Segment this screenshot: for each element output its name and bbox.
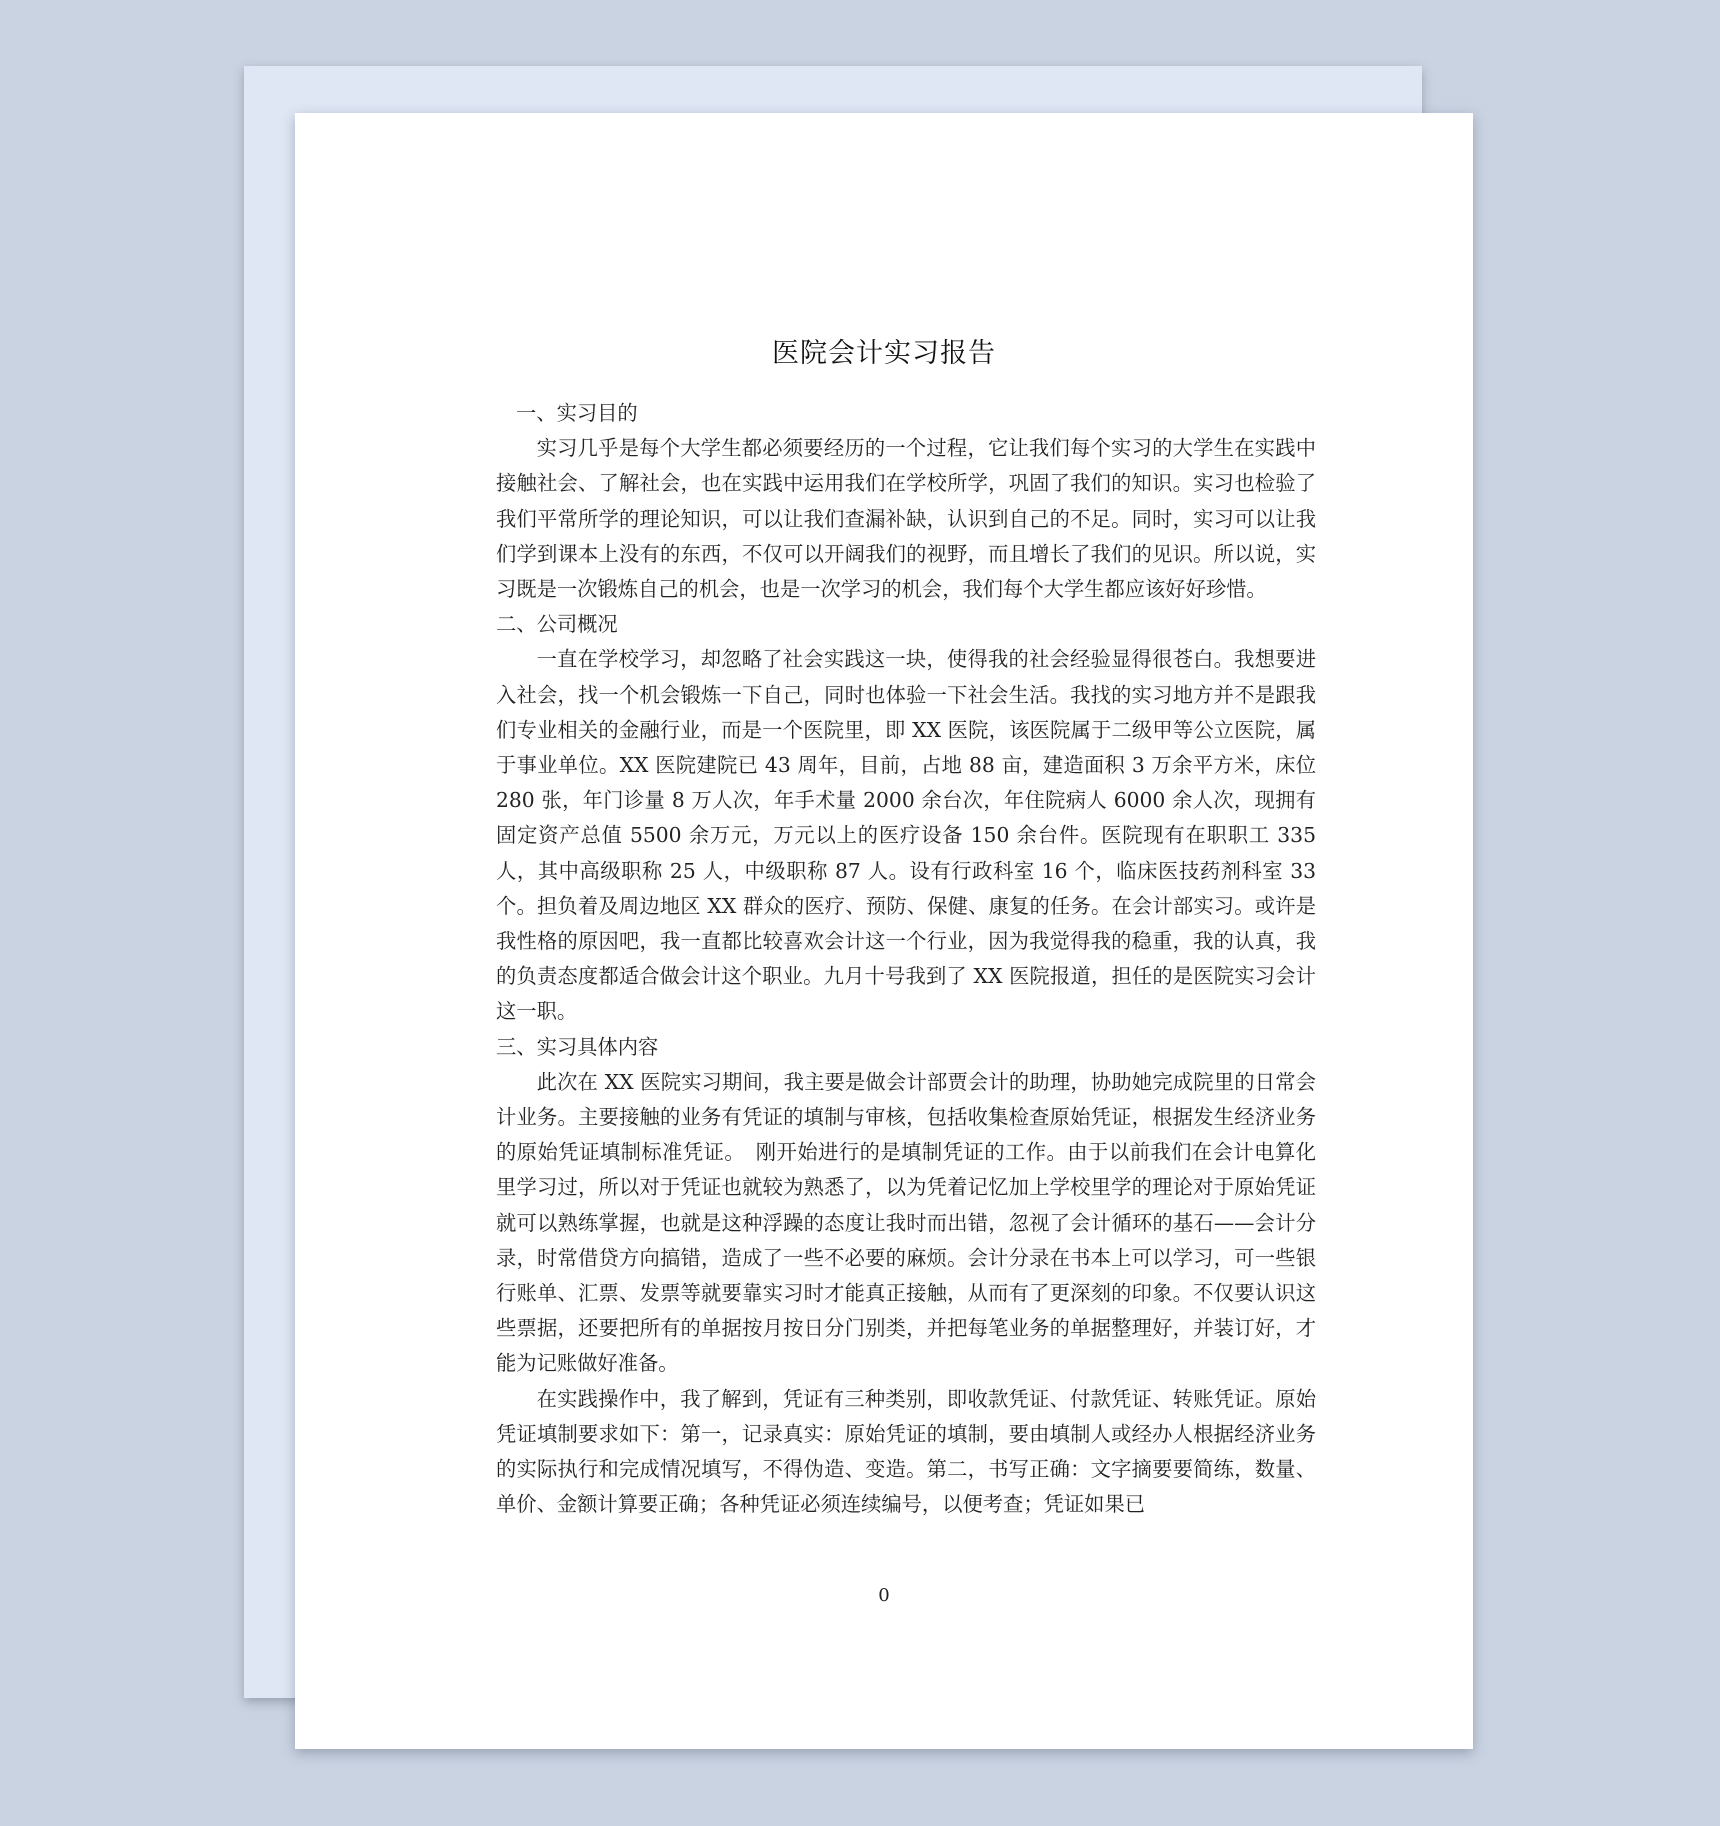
document-body xyxy=(496,396,1316,1523)
section-heading-internship-content: 三、实习具体内容 xyxy=(496,1034,659,1059)
page-number: 0 xyxy=(878,1585,890,1606)
document-page xyxy=(295,113,1473,1749)
section-heading-purpose: 一、实习目的 xyxy=(516,401,638,425)
section-paragraph: 一直在学校学习，却忽略了社会实践这一块，使得我的社会经验显得很苍白。我想要进入社会，找一个机会锻炼一下自己，同时也体验一下社会生活。我找的实习地方并不是跟我们专业相关的金融行业，而是一个医院里，即 XX 医院，该医院属于二级甲等公立医院，属于事业单位。XX 医院建院已 43 周年，目前，占地 88 亩，建造面积 3 万余平方米，床位 280 张，年门诊量 8 万人次，年手术量 2000 余台次，年住院病人 6000 余人次，现拥有固定资产总值 5500 余万元，万元以上的医疗设备 150 余台件。医院现有在职职工 335 人，其中高级职称 25 人，中级职称 87 人。设有行政科室 16 个，临床医技药剂科室 33 个。担负着及周边地区 XX 群众的医疗、预防、保健、康复的任务。在会计部实习。或许是我性格的原因吧，我一直都比较喜欢会计这一个行业，因为我觉得我的稳重，我的认真，我的负责态度都适合做会计这个职业。九月十号我到了 XX 医院报道，担任的是医院实习会计这一职。 xyxy=(496,647,1316,1024)
section-paragraph: 此次在 XX 医院实习期间，我主要是做会计部贾会计的助理，协助她完成院里的日常会计业务。主要接触的业务有凭证的填制与审核，包括收集检查原始凭证，根据发生经济业务的原始凭证填制标准凭证。 刚开始进行的是填制凭证的工作。由于以前我们在会计电算化里学习过，所以对于凭证也就较为熟悉了，以为凭着记忆加上学校里学的理论对于原始凭证就可以熟练掌握，也就是这种浮躁的态度让我时而出错，忽视了会计循环的基石——会计分录，时常借贷方向搞错，造成了一些不必要的麻烦。会计分录在书本上可以学习，可一些银行账单、汇票、发票等就要靠实习时才能真正接触，从而有了更深刻的印象。不仅要认识这些票据，还要把所有的单据按月按日分门别类，并把每笔业务的单据整理好，并装订好，才能为记账做好准备。 xyxy=(496,1069,1316,1376)
section-paragraph: 在实践操作中，我了解到，凭证有三种类别，即收款凭证、付款凭证、转账凭证。原始凭证填制要求如下：第一，记录真实：原始凭证的填制，要由填制人或经办人根据经济业务的实际执行和完成情况填写，不得伪造、变造。第二，书写正确：文字摘要要简练，数量、单价、金额计算要正确；各种凭证必须连续编号，以便考查；凭证如果已 xyxy=(496,1386,1316,1517)
document-title: 医院会计实习报告 xyxy=(772,338,996,369)
section-heading-company-overview: 二、公司概况 xyxy=(496,612,618,637)
section-paragraph: 实习几乎是每个大学生都必须要经历的一个过程，它让我们每个实习的大学生在实践中接触社会、了解社会，也在实践中运用我们在学校所学，巩固了我们的知识。实习也检验了我们平常所学的理论知识，可以让我们查漏补缺，认识到自己的不足。同时，实习可以让我们学到课本上没有的东西，不仅可以开阔我们的视野，而且增长了我们的见识。所以说，实习既是一次锻炼自己的机会，也是一次学习的机会，我们每个大学生都应该好好珍惜。 xyxy=(496,436,1316,602)
